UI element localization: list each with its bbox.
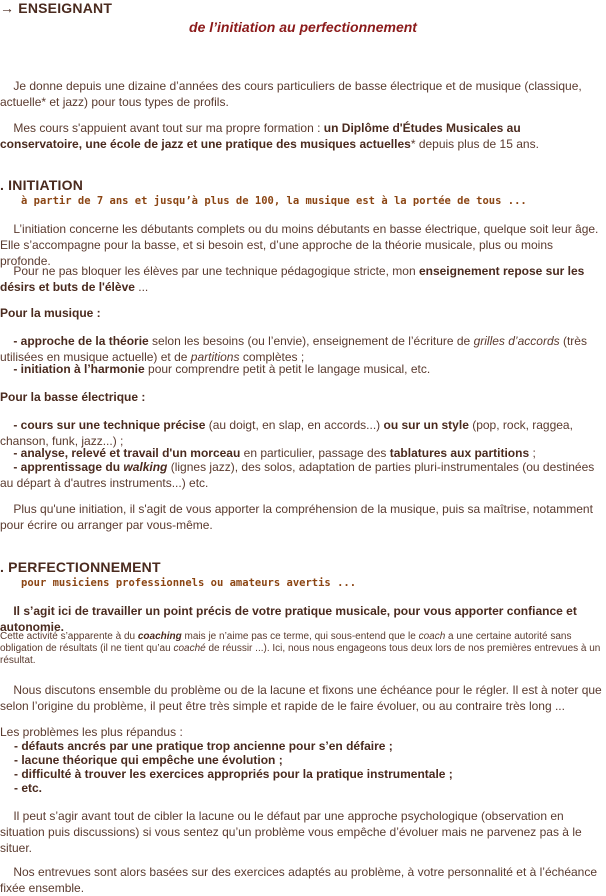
music-item-harmony: - initiation à l’harmonie pour comprendre petit à petit le langage musical, etc. — [0, 362, 431, 376]
perfection-paragraph-1: Nous discutons ensemble du problème ou de la lacune et fixons une échéance pour le régler. Il est à noter que selon l’origine du problème, il peut être très simple et rapide de le faire évoluer, ou au contraire très long ... — [0, 683, 606, 713]
perfection-heading: . PERFECTIONNEMENT — [0, 559, 161, 575]
page-subtitle: de l’initiation au perfectionnement — [189, 19, 417, 35]
bass-item-walking: - apprentissage du walking (lignes jazz), des solos, adaptation de parties pluri-instrumentales (ou destinées au départ à d'autres instruments...) etc. — [0, 460, 598, 490]
initiation-tagline: à partir de 7 ans et jusqu’à plus de 100, la musique est à la portée de tous ... — [21, 195, 527, 207]
intro-paragraph-2: Mes cours s'appuient avant tout sur ma propre formation : un Diplôme d'Études Musicales au conservatoire, une école de jazz et une pratique des musiques actuelles* depuis plus de 15 ans. — [0, 121, 539, 151]
problem-item: - etc. — [14, 781, 43, 795]
perfection-lead: Il s’agit ici de travailler un point précis de votre pratique musicale, pour vous apporter confiance et autonomie. — [0, 604, 581, 634]
problem-item: - lacune théorique qui empêche une évolution ; — [14, 753, 283, 767]
music-section-title: Pour la musique : — [0, 306, 101, 320]
bass-item-analysis: - analyse, relevé et travail d'un morceau en particulier, passage des tablatures aux partitions ; — [0, 446, 536, 460]
problems-title: Les problèmes les plus répandus : — [0, 725, 183, 739]
intro-paragraph-1: Je donne depuis une dizaine d’années des cours particuliers de basse électrique et de musique (classique, actuelle* et jazz) pour tous types de profils. — [0, 79, 586, 109]
problem-item: - défauts ancrés par une pratique trop ancienne pour s’en défaire ; — [14, 739, 393, 753]
perfection-tagline: pour musiciens professionnels ou amateurs avertis ... — [21, 577, 357, 589]
initiation-paragraph-3: Plus qu'une initiation, il s'agit de vous apporter la compréhension de la musique, puis sa maîtrise, notamment pour écrire ou arranger par vous-même. — [0, 502, 597, 532]
perfection-paragraph-3: Nos entrevues sont alors basées sur des exercices adaptés au problème, à votre personnalité et à l’échéance fixée ensemble. — [0, 865, 601, 895]
music-item-theory: - approche de la théorie selon les besoins (ou l’envie), enseignement de l’écriture de grilles d’accords (très utilisées en musique actuelle) et de partitions complètes ; — [0, 334, 591, 364]
page-title: → ENSEIGNANT — [0, 0, 113, 16]
initiation-paragraph-2: Pour ne pas bloquer les élèves par une technique pédagogique stricte, mon enseignement repose sur les désirs et buts de l'élève ... — [0, 264, 588, 294]
initiation-paragraph-1: L’initiation concerne les débutants complets ou du moins débutants en basse électrique, quelque soit leur âge. Elle s’accompagne pour la basse, et si besoin est, d’une approche de la théorie musicale, plus ou moins profonde. — [0, 222, 602, 268]
problem-item: - difficulté à trouver les exercices appropriés pour la pratique instrumentale ; — [14, 767, 453, 781]
initiation-heading: . INITIATION — [0, 177, 84, 193]
bass-item-technique: - cours sur une technique précise (au doigt, en slap, en accords...) ou sur un style (pop, rock, raggea, chanson, funk, jazz...) ; — [0, 418, 577, 448]
perfection-coaching-note: Cette activité s’apparente à du coaching mais je n’aime pas ce terme, qui sous-entend que le coach a une certaine autorité sans obligation de résultats (il ne tient qu’au coaché de réussir ...). Ici, nous nous engageons tous deux lors de nos premières entrevues à un résultat. — [0, 631, 601, 666]
bass-section-title: Pour la basse électrique : — [0, 390, 146, 404]
perfection-paragraph-2: Il peut s’agir avant tout de cibler la lacune ou le défaut par une approche psychologique (observation en situation puis discussions) si vous sentez qu’un problème vous empêche d’évoluer mais ne parvenez pas à le situer. — [0, 809, 585, 855]
